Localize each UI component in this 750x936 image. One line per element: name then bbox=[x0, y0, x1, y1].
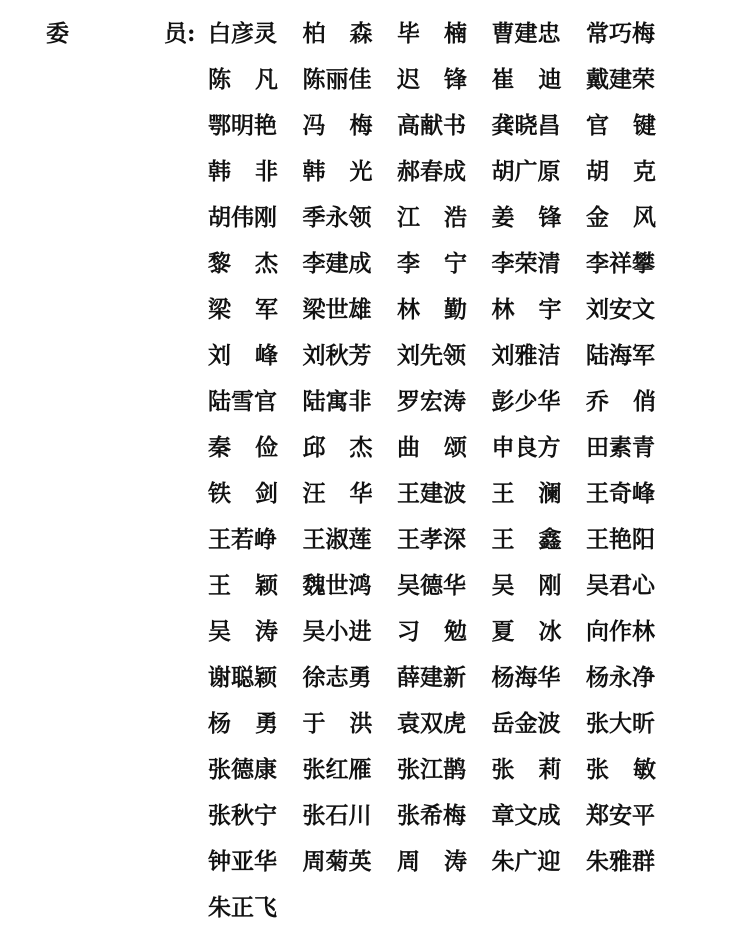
member-name: 刘先领 bbox=[397, 342, 466, 369]
member-name: 陆海军 bbox=[586, 342, 655, 369]
member-name: 钟亚华 bbox=[208, 848, 277, 875]
member-name: 毕 楠 bbox=[397, 20, 467, 47]
member-name: 郝春成 bbox=[397, 158, 466, 185]
member-name: 铁 剑 bbox=[208, 480, 278, 507]
member-name: 袁双虎 bbox=[397, 710, 466, 737]
member-name: 曹建忠 bbox=[491, 20, 561, 47]
member-name: 李荣清 bbox=[491, 250, 561, 277]
member-name: 崔 迪 bbox=[491, 66, 562, 93]
member-name: 胡 克 bbox=[586, 158, 656, 185]
member-name: 王艳阳 bbox=[586, 526, 655, 553]
role-label-first: 委 bbox=[46, 20, 69, 47]
member-name: 习 勉 bbox=[397, 618, 467, 645]
member-name: 汪 华 bbox=[302, 480, 373, 507]
member-name: 郑安平 bbox=[586, 802, 655, 829]
member-name: 曲 颂 bbox=[397, 434, 467, 461]
member-name: 戴建荣 bbox=[586, 66, 655, 93]
member-name: 朱雅群 bbox=[586, 848, 655, 875]
member-name: 柏 森 bbox=[302, 20, 373, 47]
member-name: 龚晓昌 bbox=[491, 112, 561, 139]
member-name-grid bbox=[208, 16, 728, 936]
member-name: 张 莉 bbox=[491, 756, 562, 783]
member-name: 彭少华 bbox=[491, 388, 561, 415]
member-name: 李建成 bbox=[302, 250, 372, 277]
member-name: 申良方 bbox=[491, 434, 561, 461]
member-name: 韩 光 bbox=[302, 158, 373, 185]
member-name: 金 风 bbox=[586, 204, 656, 231]
member-name: 杨永净 bbox=[586, 664, 655, 691]
member-name: 徐志勇 bbox=[302, 664, 372, 691]
member-name: 刘安文 bbox=[586, 296, 655, 323]
member-name: 陈丽佳 bbox=[302, 66, 372, 93]
member-name: 姜 锋 bbox=[491, 204, 562, 231]
member-name: 张大昕 bbox=[586, 710, 655, 737]
member-name: 王 澜 bbox=[491, 480, 562, 507]
member-name: 张红雁 bbox=[302, 756, 372, 783]
member-name: 罗宏涛 bbox=[397, 388, 466, 415]
member-name: 刘秋芳 bbox=[302, 342, 372, 369]
member-name: 夏 冰 bbox=[491, 618, 562, 645]
member-name: 杨海华 bbox=[491, 664, 561, 691]
member-name: 杨 勇 bbox=[208, 710, 278, 737]
member-name: 李祥攀 bbox=[586, 250, 655, 277]
member-name: 刘 峰 bbox=[208, 342, 278, 369]
member-name: 梁世雄 bbox=[302, 296, 372, 323]
member-name: 于 洪 bbox=[302, 710, 373, 737]
member-name: 胡广原 bbox=[491, 158, 561, 185]
member-name: 张德康 bbox=[208, 756, 277, 783]
member-name: 林 宇 bbox=[491, 296, 562, 323]
member-name: 张石川 bbox=[302, 802, 372, 829]
member-name: 田素青 bbox=[586, 434, 655, 461]
member-name: 王奇峰 bbox=[586, 480, 655, 507]
member-name: 王若峥 bbox=[208, 526, 277, 553]
member-name: 张江鹊 bbox=[397, 756, 466, 783]
member-name: 吴君心 bbox=[586, 572, 655, 599]
member-name: 乔 俏 bbox=[586, 388, 656, 415]
member-name: 魏世鸿 bbox=[302, 572, 372, 599]
role-label bbox=[46, 16, 206, 52]
member-name: 王淑莲 bbox=[302, 526, 372, 553]
member-name: 林 勤 bbox=[397, 296, 467, 323]
member-name: 高献书 bbox=[397, 112, 466, 139]
member-name: 王孝深 bbox=[397, 526, 466, 553]
member-name: 周 涛 bbox=[397, 848, 467, 875]
member-name: 朱正飞 bbox=[208, 894, 277, 921]
member-name: 王 颖 bbox=[208, 572, 278, 599]
member-name: 吴 涛 bbox=[208, 618, 278, 645]
member-name: 向作林 bbox=[586, 618, 655, 645]
member-name: 白彦灵 bbox=[208, 20, 277, 47]
member-name: 官 键 bbox=[586, 112, 656, 139]
member-name: 秦 俭 bbox=[208, 434, 278, 461]
member-name: 季永领 bbox=[302, 204, 372, 231]
member-name: 吴小进 bbox=[302, 618, 372, 645]
member-name: 朱广迎 bbox=[491, 848, 561, 875]
member-name: 王建波 bbox=[397, 480, 466, 507]
member-name: 冯 梅 bbox=[302, 112, 373, 139]
member-name: 江 浩 bbox=[397, 204, 467, 231]
member-name: 吴德华 bbox=[397, 572, 466, 599]
member-name: 梁 军 bbox=[208, 296, 278, 323]
member-name: 黎 杰 bbox=[208, 250, 278, 277]
member-name: 常巧梅 bbox=[586, 20, 655, 47]
member-name: 王 鑫 bbox=[491, 526, 562, 553]
member-name: 陈 凡 bbox=[208, 66, 278, 93]
role-label-second: 员: bbox=[164, 20, 196, 47]
member-name: 韩 非 bbox=[208, 158, 278, 185]
member-name: 谢聪颖 bbox=[208, 664, 277, 691]
member-name: 周菊英 bbox=[302, 848, 372, 875]
member-name: 张秋宁 bbox=[208, 802, 277, 829]
member-name: 李 宁 bbox=[397, 250, 467, 277]
member-name: 岳金波 bbox=[491, 710, 561, 737]
member-name: 张 敏 bbox=[586, 756, 656, 783]
member-name: 胡伟刚 bbox=[208, 204, 277, 231]
member-name: 刘雅洁 bbox=[491, 342, 561, 369]
member-name: 章文成 bbox=[491, 802, 561, 829]
member-name: 鄂明艳 bbox=[208, 112, 277, 139]
member-name: 邱 杰 bbox=[302, 434, 373, 461]
member-name: 陆雪官 bbox=[208, 388, 277, 415]
member-name: 迟 锋 bbox=[397, 66, 467, 93]
member-name: 张希梅 bbox=[397, 802, 466, 829]
member-name: 陆寓非 bbox=[302, 388, 372, 415]
member-name: 薛建新 bbox=[397, 664, 466, 691]
member-name: 吴 刚 bbox=[491, 572, 562, 599]
